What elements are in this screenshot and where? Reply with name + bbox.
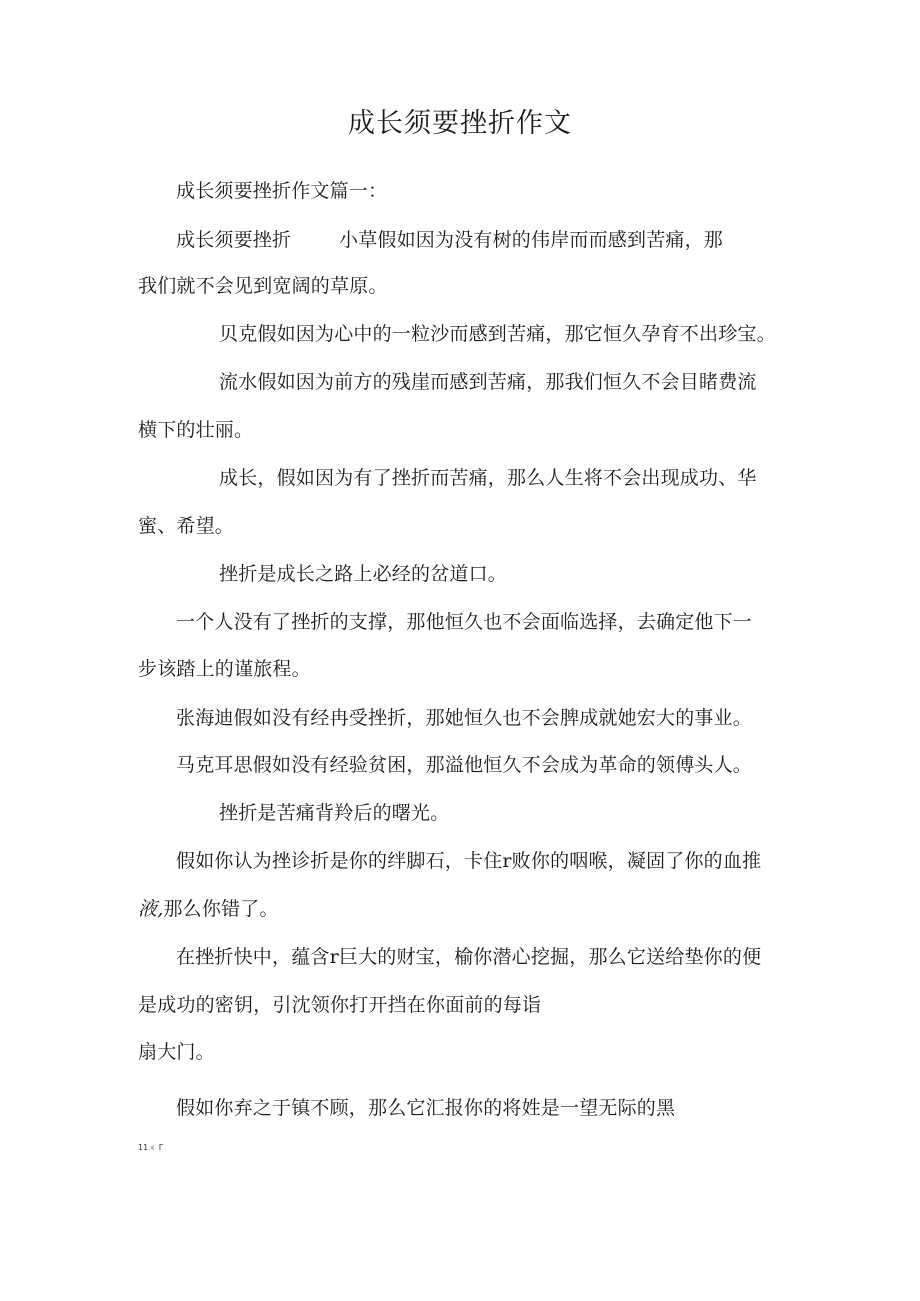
paragraph-line <box>138 897 279 921</box>
paragraph-line: 扇大门。 <box>138 1041 215 1063</box>
paragraph-line: 马克耳思假如没有经验贫困，那溢他恒久不会成为革命的领傅头人。 <box>176 754 753 776</box>
paragraph-line: 假如你弃之于镇不顾，那么它汇报你的将姓是一望无际的黑 <box>176 1097 676 1119</box>
paragraph-line: 张海迪假如没有经冉受挫折，那她恒久也不会脾成就她宏大的事业。 <box>176 707 753 729</box>
paragraph-line: 挫折是成长之路上必经的岔道口。 <box>219 563 508 585</box>
paragraph-line: 一个人没有了挫折的支撑，那他恒久也不会面临选择，去确定他下一 <box>176 611 753 633</box>
paragraph-line: 流水假如因为前方的残崖而感到苦痛，那我们恒久不会目睹费流 <box>219 371 757 393</box>
paragraph-line: 在挫折快中，蕴含r巨大的财宝，榆你潜心挖掘，那么它送给垫你的便 <box>176 946 762 968</box>
paragraph-line: 小草假如因为没有树的伟岸而而感到苦痛，那 <box>339 229 724 251</box>
paragraph-line: 蜜、希望。 <box>138 515 235 537</box>
paragraph-line: 成长须要挫折 <box>176 229 292 251</box>
page-footer-mark: 11ㄨ Γ <box>138 1143 164 1152</box>
paragraph-line: 成长须要挫折作文篇一： <box>176 180 388 202</box>
line-remainder: 那么你错了。 <box>163 898 279 920</box>
paragraph-line: 步该踏上的谨旅程。 <box>138 658 311 680</box>
paragraph-line: 成长，假如因为有了挫折而苦痛，那么人生将不会出现成功、华 <box>219 467 757 489</box>
paragraph-line: 假如你认为挫诊折是你的绊脚石，卡住r败你的咽喉，凝固了你的血推 <box>176 850 762 872</box>
italic-fragment: 液, <box>138 898 164 920</box>
paragraph-line: 是成功的密钥，引沈领你打开挡在你面前的每诣 <box>138 994 542 1016</box>
paragraph-line: 我们就不会见到宽阔的草原。 <box>138 275 388 297</box>
paragraph-line: 贝克假如因为心中的一粒沙而感到苦痛，那它恒久孕育不出珍宝。 <box>219 323 776 345</box>
document-title: 成长须要挫折作文 <box>348 108 572 139</box>
paragraph-line: 横下的壮丽。 <box>138 419 254 441</box>
paragraph-line: 挫折是苦痛背羚后的曙光。 <box>219 802 450 824</box>
